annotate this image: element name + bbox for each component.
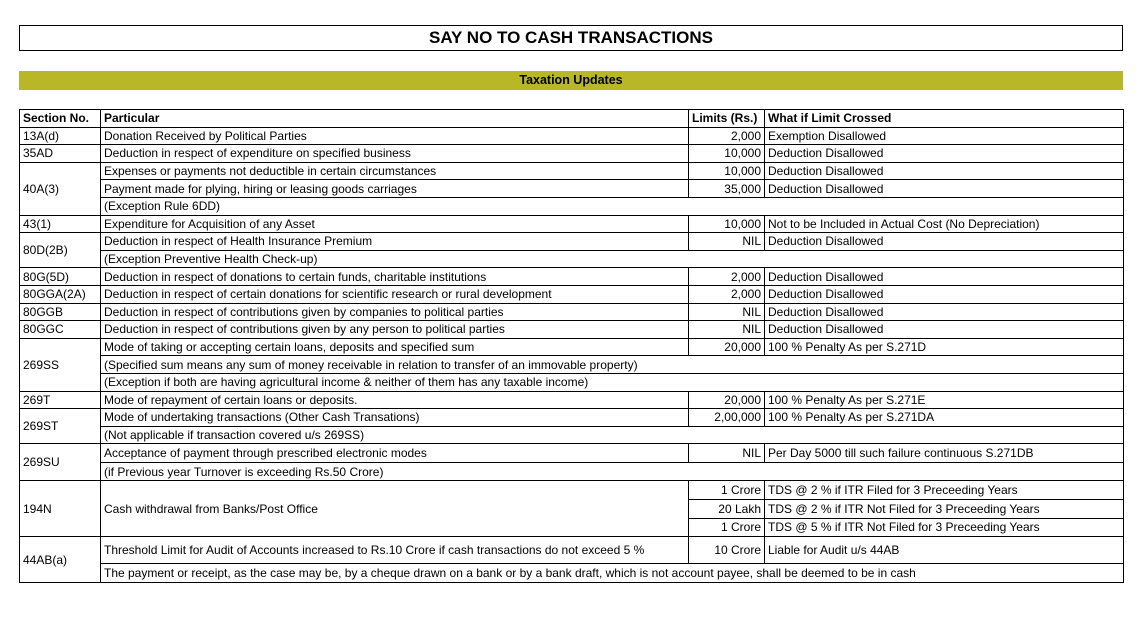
limit-cell: 10 Crore bbox=[689, 537, 765, 564]
table-row bbox=[20, 409, 1124, 427]
particular-cell: Deduction in respect of certain donations for scientific research or rural development bbox=[101, 285, 689, 303]
section-cell: 80D(2B) bbox=[20, 233, 101, 268]
note-cell: (if Previous year Turnover is exceeding Rs.50 Crore) bbox=[101, 462, 1124, 481]
limit-cell: 10,000 bbox=[689, 145, 765, 163]
table-row bbox=[20, 564, 1124, 583]
table-row bbox=[20, 197, 1124, 215]
section-cell: 194N bbox=[20, 481, 101, 537]
table-row bbox=[20, 215, 1124, 233]
page-title: SAY NO TO CASH TRANSACTIONS bbox=[19, 25, 1123, 51]
table-row bbox=[20, 356, 1124, 374]
particular-cell: Deduction in respect of Health Insurance Premium bbox=[101, 233, 689, 251]
consequence-cell: Deduction Disallowed bbox=[765, 162, 1124, 180]
section-cell: 43(1) bbox=[20, 215, 101, 233]
table-row bbox=[20, 321, 1124, 339]
consequence-cell: Deduction Disallowed bbox=[765, 268, 1124, 286]
table-row bbox=[20, 391, 1124, 409]
limit-cell: 2,000 bbox=[689, 268, 765, 286]
table-header-row bbox=[20, 110, 1124, 128]
note-cell: (Specified sum means any sum of money receivable in relation to transfer of an immovable property) bbox=[101, 356, 1124, 374]
particular-cell: Deduction in respect of contributions given by any person to political parties bbox=[101, 321, 689, 339]
header-section: Section No. bbox=[20, 110, 101, 128]
table-row bbox=[20, 481, 1124, 500]
consequence-cell: Deduction Disallowed bbox=[765, 285, 1124, 303]
consequence-cell: TDS @ 2 % if ITR Filed for 3 Preceeding Years bbox=[765, 481, 1124, 500]
table-row bbox=[20, 426, 1124, 444]
section-cell: 269T bbox=[20, 391, 101, 409]
table-row bbox=[20, 537, 1124, 564]
section-cell: 269ST bbox=[20, 409, 101, 444]
particular-cell: Deduction in respect of donations to certain funds, charitable institutions bbox=[101, 268, 689, 286]
note-cell: (Exception Preventive Health Check-up) bbox=[101, 250, 1124, 268]
cash-transactions-table bbox=[19, 109, 1124, 583]
particular-cell: Donation Received by Political Parties bbox=[101, 127, 689, 145]
section-cell: 80GGA(2A) bbox=[20, 285, 101, 303]
table-row bbox=[20, 373, 1124, 391]
section-banner: Taxation Updates bbox=[19, 71, 1123, 90]
table-row bbox=[20, 268, 1124, 286]
limit-cell: 2,000 bbox=[689, 285, 765, 303]
particular-cell: Mode of repayment of certain loans or deposits. bbox=[101, 391, 689, 409]
section-cell: 269SU bbox=[20, 444, 101, 481]
section-cell: 13A(d) bbox=[20, 127, 101, 145]
limit-cell: 2,000 bbox=[689, 127, 765, 145]
limit-cell: 35,000 bbox=[689, 180, 765, 198]
consequence-cell: Deduction Disallowed bbox=[765, 321, 1124, 339]
note-cell: (Exception if both are having agricultural income & neither of them has any taxable income) bbox=[101, 373, 1124, 391]
limit-cell: 10,000 bbox=[689, 215, 765, 233]
header-limits: Limits (Rs.) bbox=[689, 110, 765, 128]
consequence-cell: Deduction Disallowed bbox=[765, 303, 1124, 321]
limit-cell: 20,000 bbox=[689, 391, 765, 409]
table-row bbox=[20, 462, 1124, 481]
section-cell: 269SS bbox=[20, 338, 101, 391]
consequence-cell: 100 % Penalty As per S.271D bbox=[765, 338, 1124, 356]
section-cell: 44AB(a) bbox=[20, 537, 101, 583]
table-row bbox=[20, 127, 1124, 145]
limit-cell: 10,000 bbox=[689, 162, 765, 180]
particular-cell: Threshold Limit for Audit of Accounts increased to Rs.10 Crore if cash transactions do not exceed 5 % bbox=[101, 537, 689, 564]
note-cell: The payment or receipt, as the case may be, by a cheque drawn on a bank or by a bank draft, which is not account payee, shall be deemed to be in cash bbox=[101, 564, 1124, 583]
particular-cell: Payment made for plying, hiring or leasing goods carriages bbox=[101, 180, 689, 198]
consequence-cell: TDS @ 5 % if ITR Not Filed for 3 Preceeding Years bbox=[765, 518, 1124, 537]
table-row bbox=[20, 338, 1124, 356]
table-row bbox=[20, 180, 1124, 198]
table-row bbox=[20, 233, 1124, 251]
consequence-cell: Liable for Audit u/s 44AB bbox=[765, 537, 1124, 564]
particular-cell: Expenses or payments not deductible in certain circumstances bbox=[101, 162, 689, 180]
table-row bbox=[20, 444, 1124, 463]
header-particular: Particular bbox=[101, 110, 689, 128]
limit-cell: NIL bbox=[689, 444, 765, 463]
limit-cell: 20,000 bbox=[689, 338, 765, 356]
particular-cell: Deduction in respect of contributions given by companies to political parties bbox=[101, 303, 689, 321]
particular-cell: Acceptance of payment through prescribed electronic modes bbox=[101, 444, 689, 463]
limit-cell: 1 Crore bbox=[689, 518, 765, 537]
limit-cell: NIL bbox=[689, 321, 765, 339]
section-cell: 40A(3) bbox=[20, 162, 101, 215]
limit-cell: 1 Crore bbox=[689, 481, 765, 500]
header-consequence: What if Limit Crossed bbox=[765, 110, 1124, 128]
table-row bbox=[20, 250, 1124, 268]
particular-cell: Cash withdrawal from Banks/Post Office bbox=[101, 481, 689, 537]
limit-cell: NIL bbox=[689, 303, 765, 321]
particular-cell: Mode of taking or accepting certain loans, deposits and specified sum bbox=[101, 338, 689, 356]
particular-cell: Deduction in respect of expenditure on specified business bbox=[101, 145, 689, 163]
section-cell: 80GGC bbox=[20, 321, 101, 339]
particular-cell: Expenditure for Acquisition of any Asset bbox=[101, 215, 689, 233]
section-cell: 80GGB bbox=[20, 303, 101, 321]
consequence-cell: Not to be Included in Actual Cost (No Depreciation) bbox=[765, 215, 1124, 233]
consequence-cell: 100 % Penalty As per S.271DA bbox=[765, 409, 1124, 427]
consequence-cell: Deduction Disallowed bbox=[765, 180, 1124, 198]
limit-cell: 20 Lakh bbox=[689, 500, 765, 519]
table-row bbox=[20, 162, 1124, 180]
particular-cell: Mode of undertaking transactions (Other Cash Transations) bbox=[101, 409, 689, 427]
consequence-cell: Deduction Disallowed bbox=[765, 145, 1124, 163]
section-cell: 80G(5D) bbox=[20, 268, 101, 286]
consequence-cell: 100 % Penalty As per S.271E bbox=[765, 391, 1124, 409]
table-row bbox=[20, 285, 1124, 303]
limit-cell: 2,00,000 bbox=[689, 409, 765, 427]
consequence-cell: Exemption Disallowed bbox=[765, 127, 1124, 145]
note-cell: (Not applicable if transaction covered u/s 269SS) bbox=[101, 426, 1124, 444]
consequence-cell: Deduction Disallowed bbox=[765, 233, 1124, 251]
note-cell: (Exception Rule 6DD) bbox=[101, 197, 1124, 215]
table-row bbox=[20, 145, 1124, 163]
consequence-cell: TDS @ 2 % if ITR Not Filed for 3 Preceeding Years bbox=[765, 500, 1124, 519]
section-cell: 35AD bbox=[20, 145, 101, 163]
table-row bbox=[20, 303, 1124, 321]
limit-cell: NIL bbox=[689, 233, 765, 251]
consequence-cell: Per Day 5000 till such failure continuous S.271DB bbox=[765, 444, 1124, 463]
